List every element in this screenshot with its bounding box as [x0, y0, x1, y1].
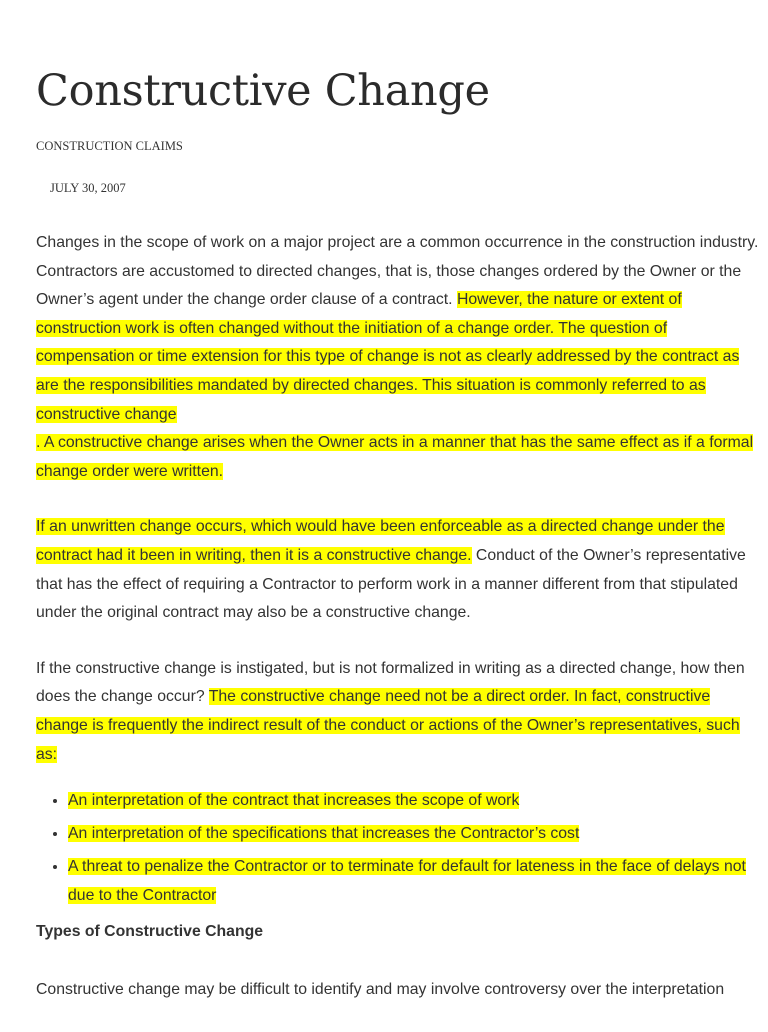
bullet-list — [36, 787, 760, 910]
highlighted-text: The constructive change need not be a direct order. In fact, constructive change is frequently the indirect result of the conduct or actions of the Owner’s representatives, such as: — [36, 688, 740, 763]
page-title: Constructive Change — [36, 66, 490, 116]
paragraph-instigated-change — [36, 655, 760, 769]
paragraph-text: If the constructive change is instigated, but is not formalized in writing as a directed change, how then does the change occur? — [36, 659, 745, 706]
paragraph-unwritten-change — [36, 513, 760, 627]
paragraph-intro — [36, 229, 760, 486]
list-item — [68, 787, 760, 816]
highlighted-text: A threat to penalize the Contractor or to terminate for default for lateness in the face of delays not due to the Contractor — [68, 858, 746, 904]
paragraph-text: Conduct of the Owner’s representative that has the effect of requiring a Contractor to perform work in a manner different from that stipulated under the original contract may also be a constructive change. — [36, 546, 746, 622]
highlighted-text: However, the nature or extent of construction work is often changed without the initiation of a change order. The question of compensation or time extension for this type of change is not as clearly addressed by the contract as are the responsibilities mandated by directed changes. This situation is commonly referred to as constructive change — [36, 291, 740, 423]
highlighted-text: An interpretation of the specifications that increases the Contractor’s cost — [68, 825, 580, 843]
list-item — [68, 820, 760, 849]
section-heading: Types of Constructive Change — [36, 923, 264, 941]
highlighted-text: If an unwritten change occurs, which would have been enforceable as a directed change under the contract had it been in writing, then it is a constructive change. — [36, 518, 725, 564]
paragraph-types: Constructive change may be difficult to identify and may involve controversy over the interpretation — [36, 981, 725, 999]
article-body — [36, 229, 760, 1032]
list-item — [68, 853, 760, 910]
highlighted-text: . A constructive change arises when the Owner acts in a manner that has the same effect as if a formal change order were written. — [36, 434, 754, 480]
paragraph-text: Changes in the scope of work on a major project are a common occurrence in the construction industry. Contractors are accustomed to directed changes, that is, those changes ordered by the Owner or the Owner’s agent under the change order clause of a contract. — [36, 234, 759, 309]
highlighted-text: An interpretation of the contract that increases the scope of work — [68, 792, 520, 810]
post-date: JULY 30, 2007 — [50, 181, 126, 195]
category-link[interactable]: CONSTRUCTION CLAIMS — [36, 139, 183, 153]
